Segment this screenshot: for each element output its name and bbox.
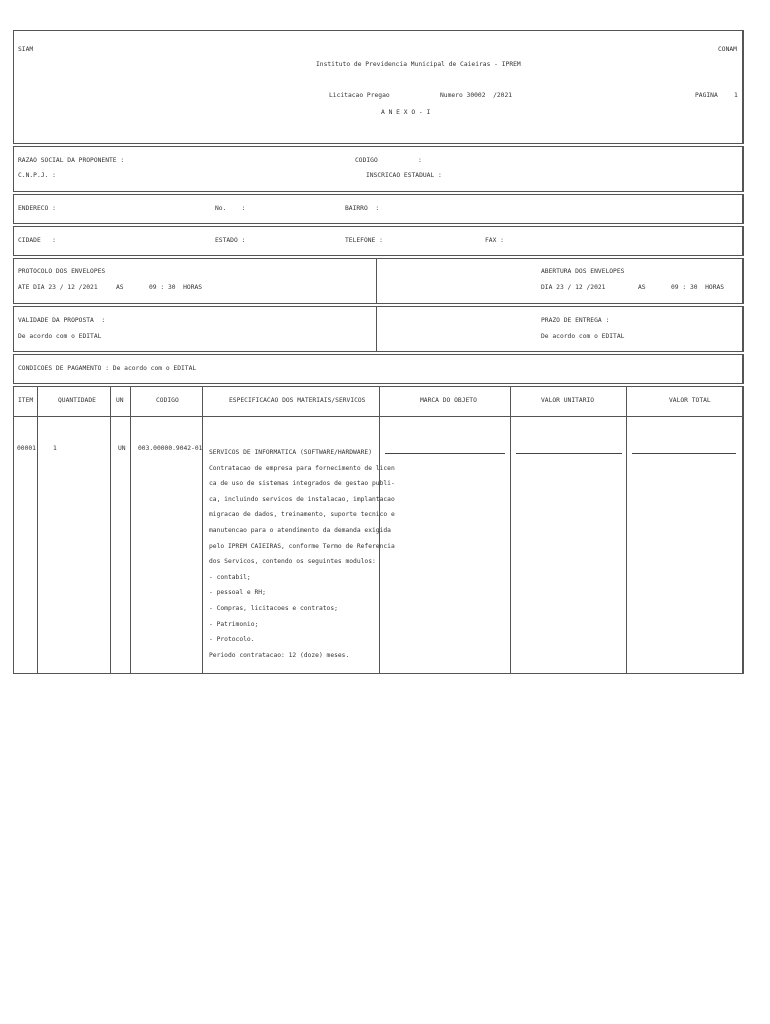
abertura-date: DIA 23 / 12 /2021: [541, 284, 606, 291]
supplier-box: [13, 146, 744, 192]
annex-title: A N E X O - I: [381, 109, 431, 116]
item-quantity: 1: [53, 445, 57, 452]
prazo-title: PRAZO DE ENTREGA :: [541, 317, 610, 324]
modality: Licitacao Pregao: [329, 92, 390, 99]
envelopes-box: [13, 258, 744, 304]
validity-box: [13, 306, 744, 352]
spec-line: - Protocolo.: [209, 636, 255, 644]
marca-blank-line[interactable]: [385, 453, 505, 455]
cnpj-label: C.N.P.J. :: [18, 172, 56, 179]
spec-line: - contabil;: [209, 573, 251, 581]
item-number: 00001: [17, 445, 36, 452]
spec-line: SERVICOS DE INFORMATICA (SOFTWARE/HARDWARE): [209, 449, 373, 456]
item-code: 003.00000.9042-01: [138, 445, 203, 452]
header-box: [13, 30, 744, 144]
item-unit: UN: [118, 445, 126, 452]
codigo-colon: :: [418, 157, 422, 164]
col-header-quantidade: QUANTIDADE: [58, 397, 96, 404]
abertura-title: ABERTURA DOS ENVELOPES: [541, 268, 625, 275]
process-number: Numero 30002 /2021: [440, 92, 513, 99]
spec-line: pelo IPREM CAIEIRAS, conforme Termo de Referencia: [209, 542, 395, 550]
payment-conditions: CONDICOES DE PAGAMENTO : De acordo com o EDITAL: [18, 365, 197, 372]
spec-line: ca, incluindo servicos de instalacao, implantacao: [209, 495, 395, 503]
protocolo-time: 09 : 30 HORAS: [149, 284, 203, 291]
validade-value: De acordo com o EDITAL: [18, 333, 102, 340]
inscricao-label: INSCRICAO ESTADUAL :: [366, 172, 442, 179]
col-header-valor-unitario: VALOR UNITARIO: [541, 397, 595, 404]
codigo-label: CODIGO: [355, 157, 378, 164]
telefone-label: TELEFONE :: [345, 237, 383, 244]
institution-title: Instituto de Previdencia Municipal de Caieiras - IPREM: [316, 61, 521, 68]
system-name: SIAM: [18, 46, 34, 53]
abertura-time: 09 : 30 HORAS: [671, 284, 725, 291]
valor-total-blank-line[interactable]: [632, 453, 736, 455]
spec-line: manutencao para o atendimento da demanda exigida: [209, 526, 391, 534]
spec-line: migracao de dados, treinamento, suporte tecnico e: [209, 511, 395, 519]
abertura-as: AS: [638, 284, 646, 291]
col-header-valor-total: VALOR TOTAL: [669, 397, 711, 404]
protocolo-as: AS: [116, 284, 124, 291]
system-code: CONAM: [718, 46, 737, 53]
page-label: PAGINA: [695, 92, 718, 99]
cidade-label: CIDADE :: [18, 237, 56, 244]
col-header-codigo: CODIGO: [156, 397, 179, 404]
endereco-label: ENDERECO :: [18, 205, 56, 212]
fax-label: FAX :: [485, 237, 504, 244]
estado-label: ESTADO :: [215, 237, 246, 244]
protocolo-date: ATE DIA 23 / 12 /2021: [18, 284, 98, 291]
item-specification: [209, 445, 395, 663]
prazo-value: De acordo com o EDITAL: [541, 333, 625, 340]
razao-social-label: RAZAO SOCIAL DA PROPONENTE :: [18, 157, 125, 164]
col-header-especificacao: ESPECIFICACAO DOS MATERIAIS/SERVICOS: [229, 397, 366, 404]
spec-line: Contratacao de empresa para fornecimento de licen: [209, 464, 395, 472]
protocolo-title: PROTOCOLO DOS ENVELOPES: [18, 268, 106, 275]
numero-label: No. :: [215, 205, 246, 212]
page-number: 1: [734, 92, 738, 99]
spec-line: - Patrimonio;: [209, 620, 259, 628]
valor-unitario-blank-line[interactable]: [516, 453, 622, 455]
col-header-marca: MARCA DO OBJETO: [420, 397, 477, 404]
spec-line: - pessoal e RH;: [209, 589, 266, 597]
col-header-un: UN: [116, 397, 124, 404]
spec-line: dos Servicos, contendo os seguintes modulos:: [209, 558, 376, 566]
spec-line: ca de uso de sistemas integrados de gestao publi-: [209, 480, 395, 488]
spec-line: Periodo contratacao: 12 (doze) meses.: [209, 651, 350, 659]
col-header-item: ITEM: [18, 397, 34, 404]
spec-line: - Compras, licitacoes e contratos;: [209, 604, 338, 612]
validade-title: VALIDADE DA PROPOSTA :: [18, 317, 106, 324]
bairro-label: BAIRRO :: [345, 205, 380, 212]
